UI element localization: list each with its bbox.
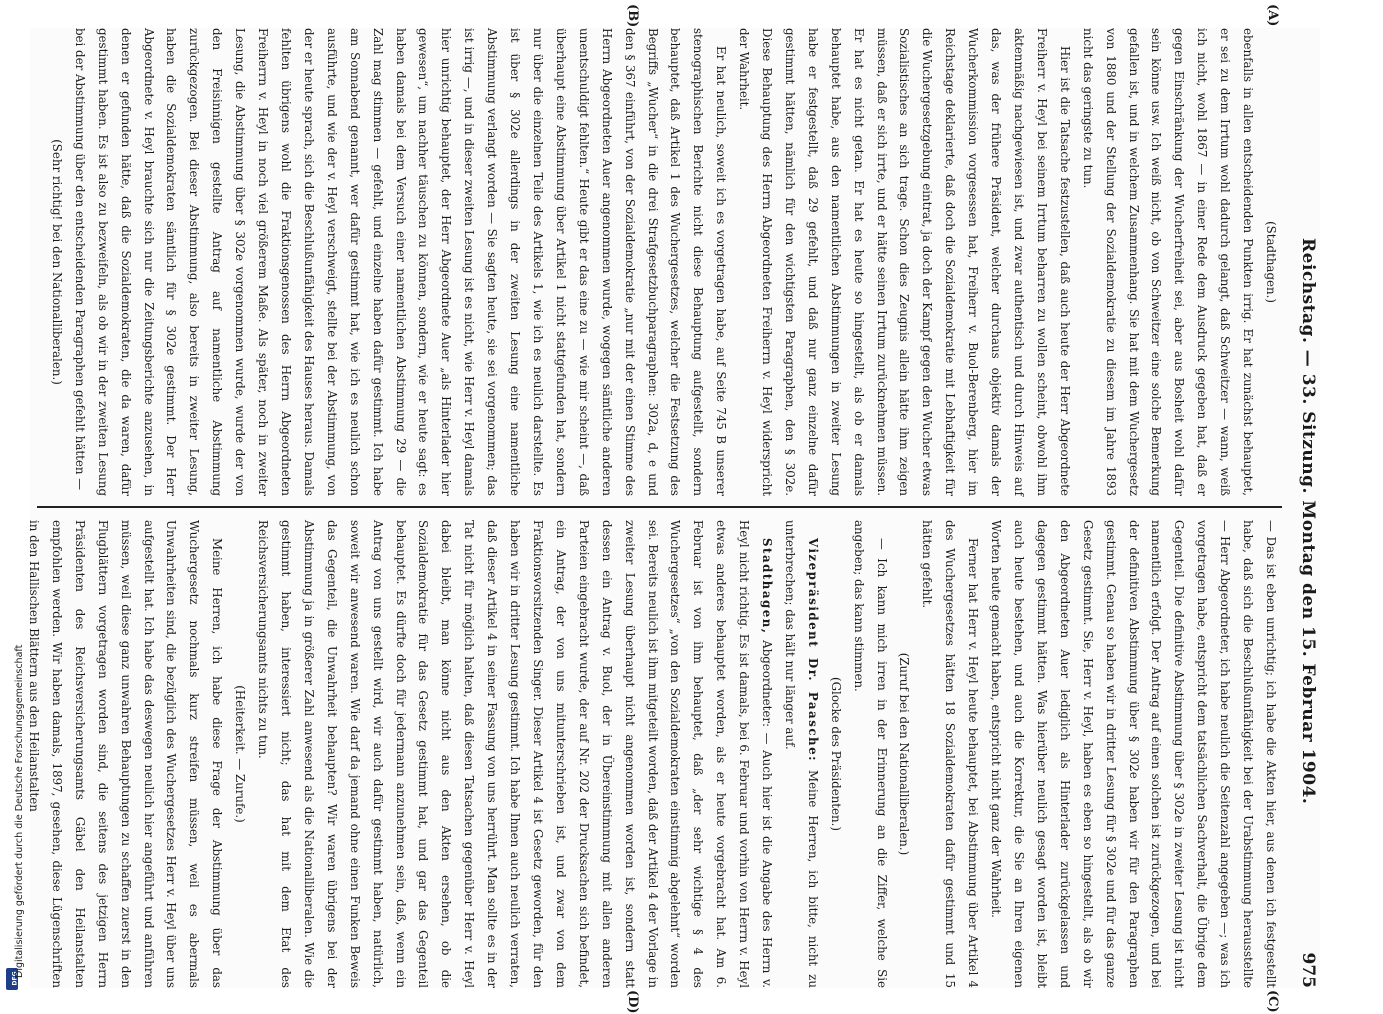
left-column: [32, 28, 1282, 496]
column-divider: [37, 506, 1282, 508]
right-paragraph-4: [778, 520, 824, 988]
speaker-continuation-label: (Stadthagen.): [1264, 221, 1278, 303]
right-paragraph-2: Ferner hat Herr v. Heyl heute behauptet, bei Abstimmung über Artikel 4 des Wuchergesetzes hätten 18 Sozialdemokraten dafür gestimmt und 15 hätten gefehlt.: [920, 520, 981, 988]
margin-marker-c: (C): [1265, 990, 1280, 1013]
dfg-logo: DFG: [6, 968, 18, 990]
running-head: [1290, 28, 1320, 988]
margin-marker-a: (A): [1265, 4, 1280, 27]
left-paragraph-3: Er hat neulich, soweit ich es vorgetragen habe, auf Seite 745 B unserer stenographischen Berichte nicht diese Behauptung aufgestellt, sondern behauptet, daß Artikel 1 des Wuchergesetzes, welcher die Festsetzung des Begriffs „Wucher“ in die drei Strafgesetzbuchparagraphen: 302a, d, e und den § 367 einführt, von der Sozialdemokratie „nur mit der einen Stimme des Herrn Abgeordneten Auer angenommen wurde, wogegen sämtliche anderen unentschuldigt fehlten.“ Heute gibt er das eine zu — wie mir scheint —, daß überhaupt eine Abstimmung über Artikel 1 nicht stattgefunden hat, sondern nur über die einzelnen Teile des Artikels 1, wie ich es neulich darstellte. Es ist über § 302e allerdings in der zweiten Lesung eine namentliche Abstimmung verlangt worden — Sie sagten heute, sie sei vorgenommen; das ist irrig —, und in dieser zweiten Lesung ist es nicht, wie Herr v. Heyl damals hier unrichtig behauptet, der Herr Abgeordnete Auer „als Hinterlader hier gewesen“, um nachher täuschen zu können, sondern, wie er heute sagt: es haben damals bei dem Versuch einer namentlichen Abstimmung 29 — die Zahl mag stimmen — gefehlt, und einzelne haben dafür gestimmt. Ich habe am Sonnabend genannt, wer dafür gestimmt hat, wie ich es neulich schon ausführte, und wie der v. Heyl verschweigt, stellte bei der Abstimmung, von der er heute sprach, sich die Beschlußunfähigkeit des Hauses heraus. Damals fehlten übrigens wohl die Fraktionsgenossen des Herrn Abgeordneten Freiherrn v. Heyl in noch viel größerem Maße. Als später, noch in zweiter Lesung, die Abstimmung über § 302e vorgenommen wurde, wurde der von den Freisinnigen gestellte Antrag auf namentliche Abstimmung zurückgezogen. Bei dieser Abstimmung, also bereits in zweiter Lesung, haben die Sozialdemokraten sämtlich für § 302e gestimmt. Der Herr Abgeordnete v. Heyl brauchte sich nur die Zeitungsberichte anzusehen, in denen er gefunden hätte, daß die Sozialdemokraten, die da waren, dafür gestimmt haben. Es ist also zu bezweifeln, als ob wir in der zweiten Lesung bei der Abstimmung über den entscheidenden Paragraphen gefehlt hätten —: [72, 28, 729, 496]
right-reaction-1: (Zuruf bei den Nationalliberalen.): [897, 652, 912, 856]
running-head-title: Reichstag. — 33. Sitzung. Montag den 15. Februar 1904.: [1298, 238, 1318, 805]
margin-marker-b: (B): [625, 4, 640, 28]
right-paragraph-5-text: Abgeordneter: — Auch hier ist die Angabe des Herrn v. Heyl nicht richtig. Es ist damals, bei 6. Februar und vorhin von Herrn v. Heyl etwas anderes behauptet worden, als er heute vorgebracht hat. Am 6. Februar ist von ihm behauptet, daß „der sehr wichtige § 4 des Wuchergesetzes“ „von den Sozialdemokraten einstimmig abgelehnt“ worden sei. Bereits neulich ist ihm mitgeteilt worden, daß der Artikel 4 der Vorlage in zweiter Lesung überhaupt nicht angenommen worden ist, sondern statt dessen ein Antrag v. Buol, der in Übereinstimmung mit allen anderen Parteien eingebracht wurde, der auf Nr. 202 der Drucksachen sich befindet, ein Antrag, der von uns mitunterschrieben ist, und zwar von dem Fraktionsvorsitzenden Singer. Dieser Artikel 4 ist Gesetz geworden, für den haben wir in dritter Lesung gestimmt. Ich habe Ihnen auch neulich verraten, daß dieser Artikel 4 in seiner Fassung von uns herrührt. Man sollte es in der Tat nicht für möglich halten, daß diesen Tatsachen gegenüber Herr v. Heyl dabei bleibt, man könne nicht aus den Akten ersehen, ob die Sozialdemokratie für das Gesetz gestimmt hat, und gar das Gegenteil behauptet. Es dürfte doch für jedermann anzunehmen sein, daß, wenn ein Antrag von uns gestellt wird, wir auch dafür gestimmt haben, natürlich, soweit wir anwesend waren. Wie darf da jemand ohne einen Funken Beweis das Gegenteil, die Unwahrheit behaupten? Wir waren übrigens bei der Abstimmung ja in größerer Zahl anwesend als die Nationalliberalen. Wie die gestimmt haben, interessiert nicht; das hat mit dem Etat des Reichsversicherungsamts nichts zu tun.: [256, 520, 775, 989]
credit-text: Digitalisierung gefördert durch die Deutsche Forschungsgemeinschaft: [14, 644, 25, 978]
right-paragraph-3: — Ich kann mich irren in der Erinnerung an die Ziffer, welche Sie angeben; das kann stimmen.: [851, 520, 889, 988]
left-reaction: (Sehr richtig! bei den Nationalliberalen.): [49, 139, 64, 385]
right-column: [27, 520, 1282, 989]
right-reaction-2: (Glocke des Präsidenten.): [828, 677, 843, 831]
right-paragraph-6: Meine Herren, ich habe diese Frage der Abstimmung über das Wuchergesetz nochmals kurz streifen müssen, weil es abermals Unwahrheiten sind, die bezüglich des Wuchergesetzes Herr v. Heyl über uns aufgestellt hat. Ich habe das deswegen neulich hier angeführt und anführen müssen, weil diese ganz unwahren Behauptungen zu schaffen zuerst in den Flugblättern vorgetragen worden sind, die seitens des jetzigen Herrn Präsidenten des Reichsversicherungsamts Gäbel den Heilanstalten empfohlen werden. Wir haben damals, 1897, gesehen, diese Lügenschriften in den Hallischen Blättern aus den Heilanstalten: [27, 520, 225, 988]
page-number: 975: [1298, 952, 1318, 988]
right-paragraph-5: [251, 520, 778, 988]
speaker-name-paasche: Vizepräsident Dr. Paasche:: [805, 538, 820, 762]
right-paragraph-4-text: Meine Herren, ich bitte, nicht zu unterbrechen; das hält nur länger auf.: [782, 520, 820, 988]
digitization-credit: [0, 0, 24, 1000]
margin-marker-d: (D): [625, 990, 640, 1014]
left-paragraph-2: Hier ist die Tatsache festzustellen, daß auch heute der Herr Abgeordnete Freiherr v. Heyl bei seinem Irrtum beharren zu wollen scheint, obwohl ihm aktenmäßig nachgewiesen ist, und zwar authentisch und durch Hinweis auf das, was der frühere Präsident, welcher durchaus objektiv damals der Wucherkommission vorgesessen hat, Freiherr v. Buol-Berenberg, hier im Reichstage deklarierte, daß doch die Sozialdemokratie mit Lebhaftigkeit für die Wuchergesetzgebung eintrat, ja doch der Kampf gegen den Wucher etwas Sozialistisches an sich trage. Schon dies Zeugnis allein hätte ihm zeigen müssen, daß er sich irrte, und er hätte seinen Irrtum zurücknehmen müssen. Er hat es nicht getan. Er hat es heute so hingestellt, als ob er damals behauptet habe, aus den namentlichen Abstimmungen in zweiter Lesung habe er festgestellt, daß 29 gefehlt, und daß nur ganz einzelne dafür gestimmt hätten, nämlich für den wichtigsten Paragraphen, den § 302e. Diese Behauptung des Herrn Abgeordneten Freiherrn v. Heyl widerspricht der Wahrheit.: [737, 28, 1072, 496]
newspaper-page: [27, 4, 1320, 1014]
left-paragraph-1: ebenfalls in allen entscheidenden Punkten irrig. Er hat zunächst behauptet, er sei zu dem Irrtum wohl dadurch gelangt, daß Schweitzer — wann, weiß ich nicht, wohl 1867 — in einer Rede dem Ausdruck gegeben hat, daß er gegen Einschränkung der Wucherfreiheit sei, aber aus Bosheit wohl dafür sein könne usw. Ich weiß nicht, ob von Schweitzer eine solche Bemerkung gefallen ist, und in welchem Zusammenhang. Sie hat mit dem Wuchergesetz von 1880 und der Stellung der Sozialdemokratie zu diesem im Jahre 1893 nicht das geringste zu tun.: [1080, 28, 1256, 496]
right-paragraph-1: — Das ist eben unrichtig; ich habe die Akten hier, aus denen ich festgestellt habe, daß sich die Beschlußunfähigkeit bei der Urabstimmung herausstellte — Herr Abgeordneter, ich habe neulich die Seitenzahl angegeben —; was ich vorgetragen habe, entspricht dem tatsächlichen Sachverhalt, die Übrige dem Gegenteil. Die definitive Abstimmung über § 302e in zweiter Lesung ist nicht namentlich erfolgt. Der Antrag auf einen solchen ist zurückgezogen, und bei der definitiven Abstimmung über § 302e haben wir für den Paragraphen gestimmt. Genau so haben wir in dritter Lesung für § 302e und für das ganze Gesetz gestimmt. Sie, Herr v. Heyl, haben es eben so hingestellt, als ob wir den Abgeordneten Auer lediglich als Hinterlader zurückgelassen und dagegen gestimmt hätten. Was hierüber neulich gesagt worden ist, bleibt auch heute bestehen, und auch die Korrektur, die Sie an Ihren eigenen Worten heute gemacht haben, entspricht nicht ganz der Wahrheit.: [989, 520, 1278, 988]
speaker-name-stadthagen: Stadthagen,: [760, 538, 775, 635]
right-reaction-3: (Heiterkeit. — Zurufe.): [233, 685, 248, 823]
